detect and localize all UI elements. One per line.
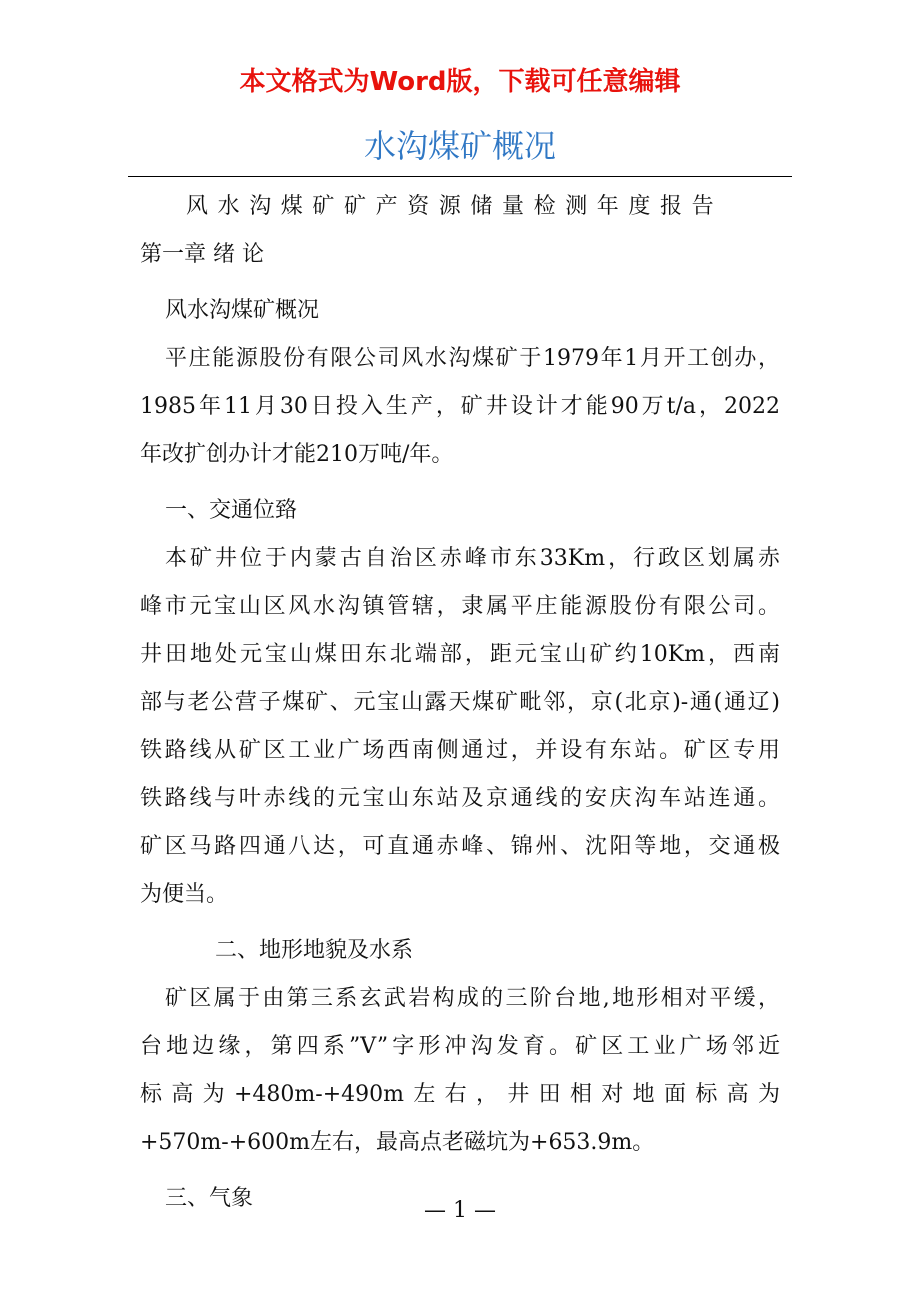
paragraph-line: 井田地处元宝山煤田东北端部，距元宝山矿约10Km，西南 — [140, 642, 780, 667]
format-notice-banner: 本文格式为Word版，下载可任意编辑 — [239, 67, 681, 97]
paragraph-line: 部与老公营子煤矿、元宝山露天煤矿毗邻，京(北京)-通(通辽) — [140, 690, 780, 715]
paragraph-line: 铁路线从矿区工业广场西南侧通过，并设有东站。矿区专用 — [140, 738, 780, 763]
paragraph-line: 1985年11月30日投入生产，矿井设计才能90万t/a，2022 — [140, 394, 780, 419]
title-divider — [128, 176, 792, 177]
overview-heading: 风水沟煤矿概况 — [165, 298, 320, 323]
overview-paragraph — [140, 335, 780, 479]
traffic-paragraph — [140, 535, 780, 919]
paragraph-line: 矿区属于由第三系玄武岩构成的三阶台地,地形相对平缓， — [165, 986, 780, 1011]
paragraph-line: 矿区马路四通八达，可直通赤峰、锦州、沈阳等地，交通极 — [140, 834, 780, 859]
chapter-heading: 第一章 绪 论 — [140, 242, 264, 267]
page-number: — 1 — — [424, 1198, 496, 1223]
paragraph-line: 本矿井位于内蒙古自治区赤峰市东33Km，行政区划属赤 — [165, 546, 780, 571]
paragraph-line: 为便当。 — [140, 882, 229, 907]
report-title: 风水沟煤矿矿产资源储量检测年度报告 — [186, 194, 724, 219]
paragraph-line: +570m-+600m左右，最高点老磁坑为+653.9m。 — [140, 1130, 655, 1155]
paragraph-line: 铁路线与叶赤线的元宝山东站及京通线的安庆沟车站连通。 — [140, 786, 780, 811]
paragraph-line: 标高为+480m-+490m左右，井田相对地面标高为 — [140, 1082, 780, 1107]
paragraph-line: 台地边缘，第四系”V”字形冲沟发育。矿区工业广场邻近 — [140, 1034, 780, 1059]
terrain-paragraph — [140, 975, 780, 1167]
terrain-heading: 二、地形地貌及水系 — [215, 938, 414, 963]
climate-heading: 三、气象 — [165, 1186, 254, 1211]
document-title: 水沟煤矿概况 — [363, 127, 556, 165]
paragraph-line: 平庄能源股份有限公司风水沟煤矿于1979年1月开工创办， — [165, 346, 780, 371]
paragraph-line: 年改扩创办计才能210万吨/年。 — [140, 442, 454, 467]
document-body — [140, 183, 780, 1223]
paragraph-line: 峰市元宝山区风水沟镇管辖，隶属平庄能源股份有限公司。 — [140, 594, 780, 619]
traffic-heading: 一、交通位臵 — [165, 498, 298, 523]
